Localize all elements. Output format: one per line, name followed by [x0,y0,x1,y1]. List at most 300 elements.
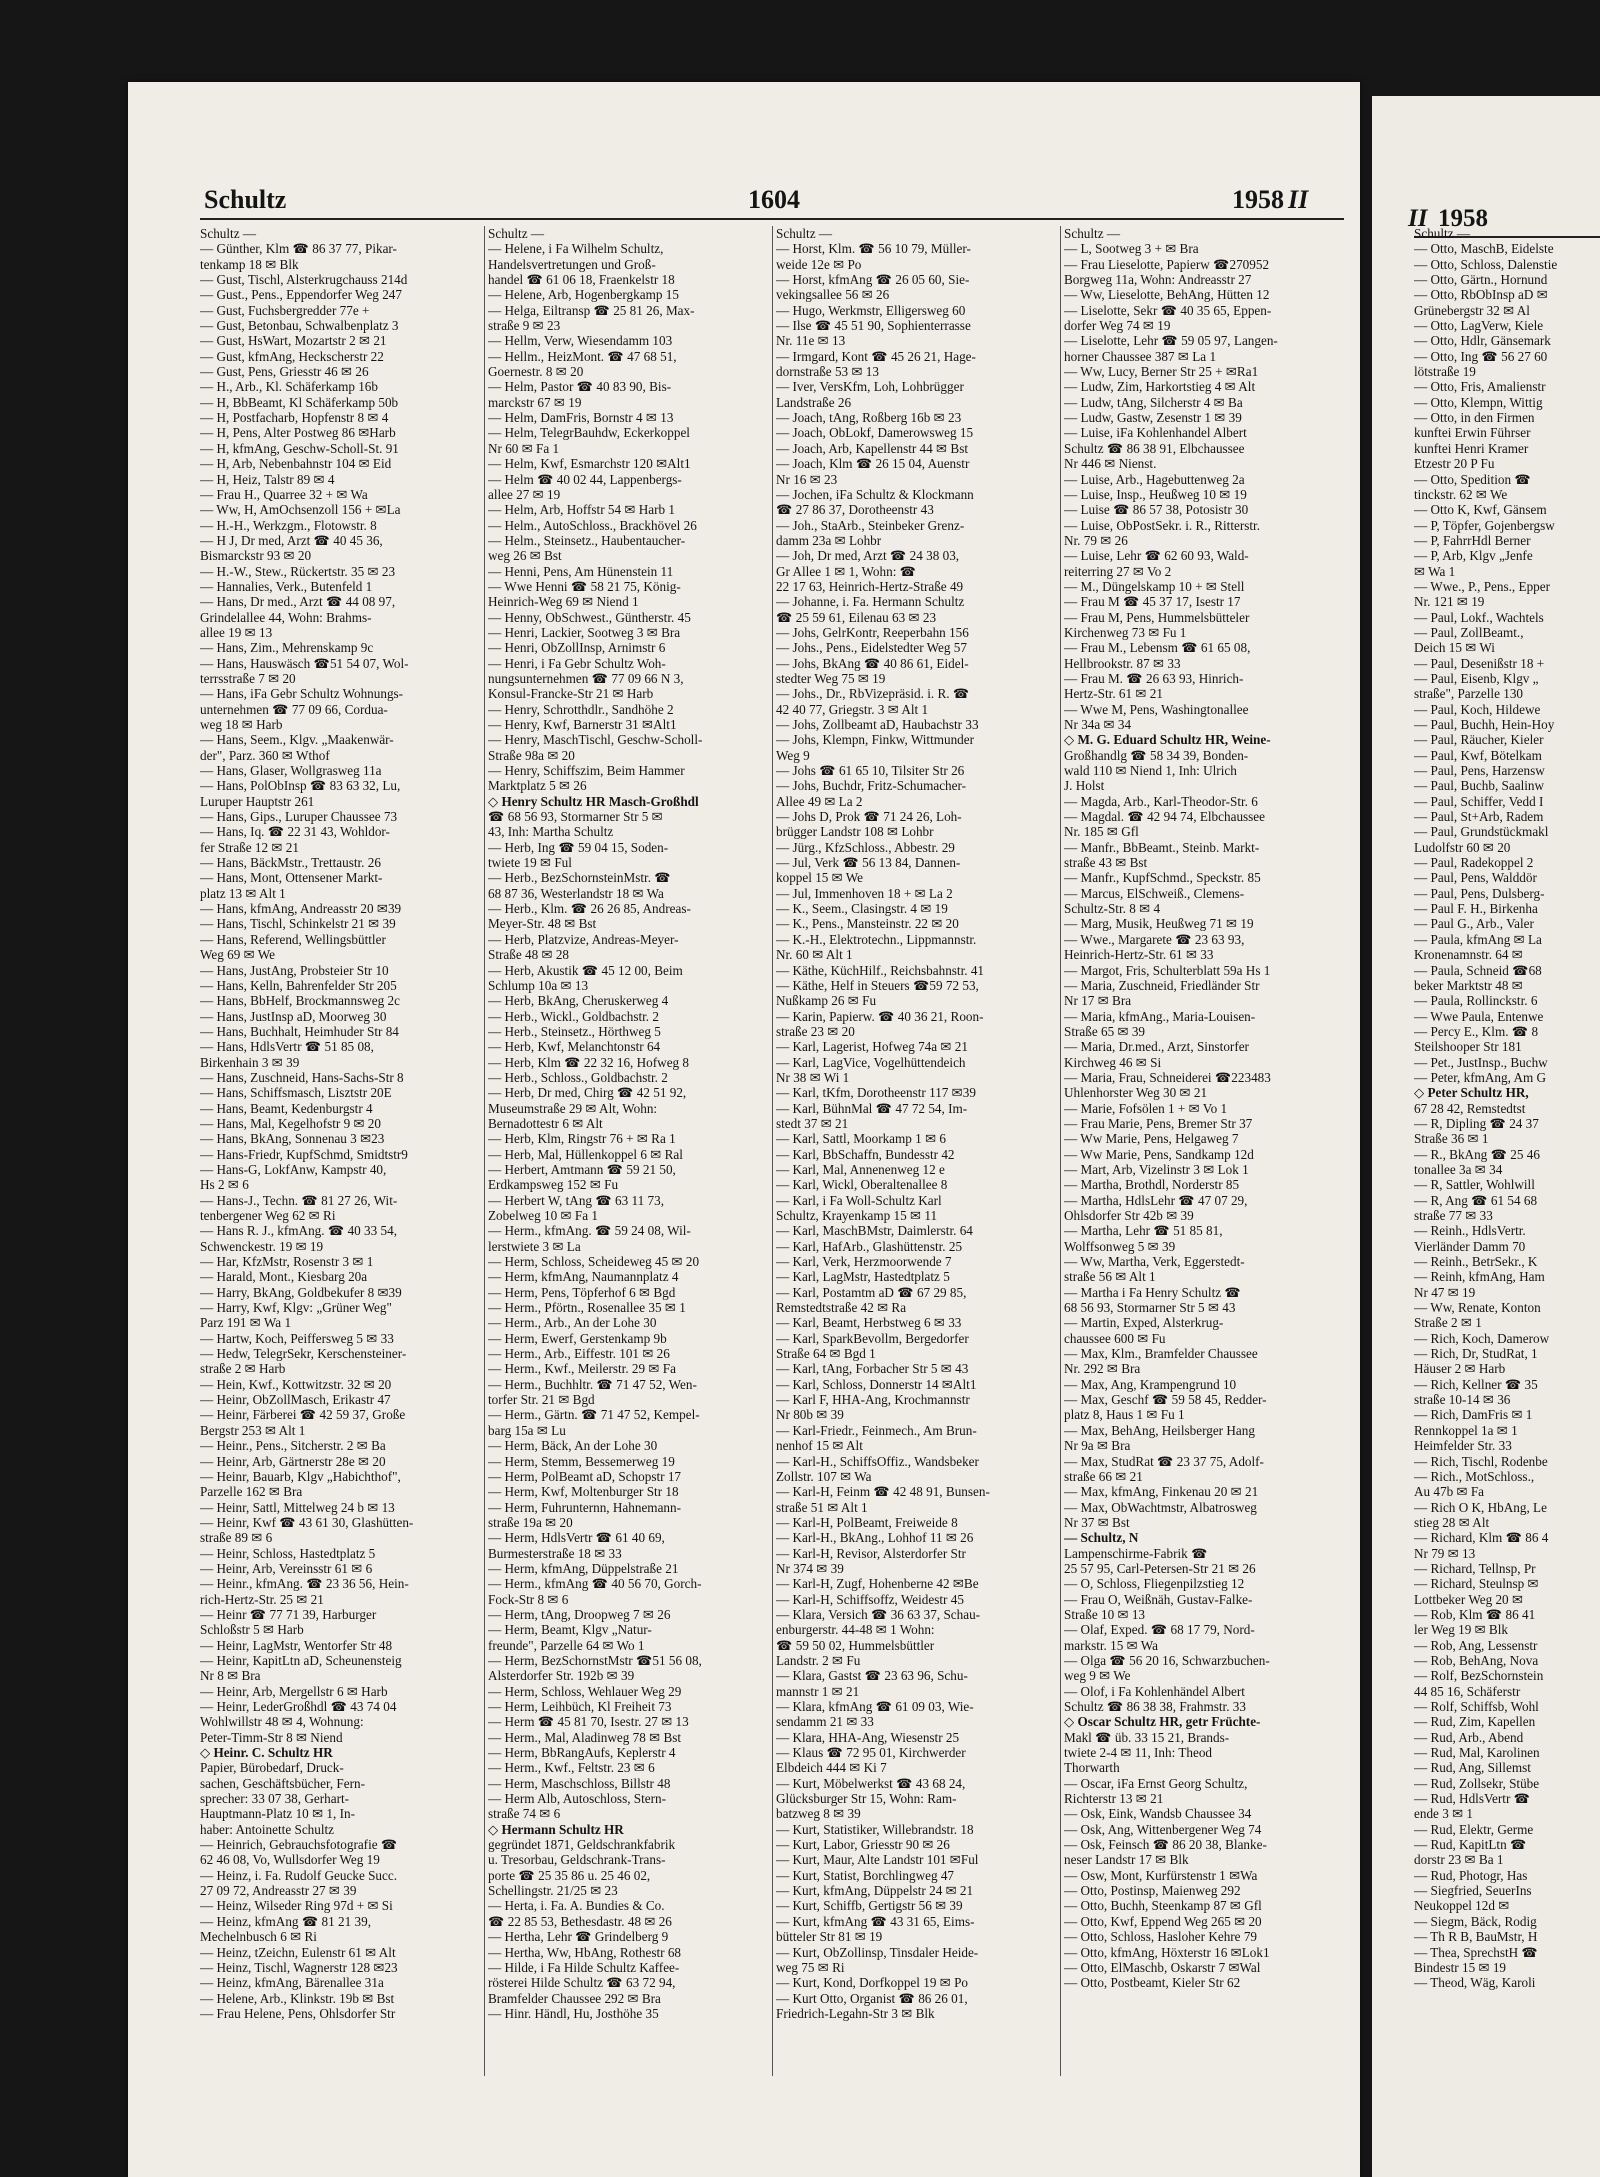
directory-entry-line: — Martha, Brothdl, Norderstr 85 [1064,1177,1240,1193]
directory-entry-line: — Otto, kfmAng, Höxterstr 16 ✉Lok1 [1064,1944,1270,1960]
directory-entry-line: barg 15a ✉ Lu [488,1422,566,1438]
directory-entry-line: Hauptmann-Platz 10 ✉ 1, In- [200,1806,355,1822]
directory-entry-line: Thorwarth [1064,1760,1120,1776]
directory-entry-line: ◇ Hermann Schultz HR [488,1821,624,1837]
directory-entry-line: Straße 48 ✉ 28 [488,947,570,963]
directory-entry-line: — Otto, Kwf, Eppend Weg 265 ✉ 20 [1064,1913,1262,1929]
page-number: 1604 [748,185,800,214]
directory-entry-line: — Herm, Kwf, Moltenburger Str 18 [488,1484,679,1500]
directory-entry-line: Zollstr. 107 ✉ Wa [776,1468,872,1484]
directory-entry-line: ◇ Henry Schultz HR Masch-Großhdl [488,793,699,809]
directory-entry-line: — Heinr ☎ 77 71 39, Harburger [200,1606,377,1622]
directory-entry-line: — Paula, Rollinckstr. 6 [1414,993,1538,1009]
directory-entry-line: Grünebergstr 32 ✉ Al [1414,302,1530,318]
directory-entry-line: J. Holst [1064,778,1105,794]
directory-entry-line: — Maria, Zuschneid, Friedländer Str [1064,977,1260,993]
directory-entry-line: — Klara, HHA-Ang, Wiesenstr 25 [776,1729,960,1745]
directory-entry-line: — Mart, Arb, Vizelinstr 3 ✉ Lok 1 [1064,1161,1249,1177]
directory-entry-line: — Herm, Ewerf, Gerstenkamp 9b [488,1330,667,1346]
directory-entry-line: Straße 2 ✉ 1 [1414,1315,1482,1331]
directory-entry-line: — Klaus ☎ 72 95 01, Kirchwerder [776,1745,966,1761]
directory-entry-line: — Henri, Lackier, Sootweg 3 ✉ Bra [488,624,681,640]
directory-entry-line: Remstedtstraße 42 ✉ Ra [776,1300,907,1316]
directory-entry-line: — L, Sootweg 3 + ✉ Bra [1064,241,1199,257]
directory-entry-line: — Theod, Wäg, Karoli [1414,1975,1536,1991]
directory-entry-line: — P, Töpfer, Gojenbergsw [1414,517,1555,533]
directory-column-2 [488,226,773,2076]
directory-entry-line: — Wwe., Margarete ☎ 23 63 93, [1064,931,1245,947]
directory-entry-line: — Otto, Hdlr, Gänsemark [1414,333,1551,349]
directory-entry-line: — Karl, SparkBevollm, Bergedorfer [776,1330,969,1346]
directory-entry-line: — Frau Helene, Pens, Ohlsdorfer Str [200,2005,396,2021]
directory-entry-line: — Herm, HdlsVertr ☎ 61 40 69, [488,1530,665,1546]
directory-entry-line: Nr. 60 ✉ Alt 1 [776,947,853,963]
directory-entry-line: — Rich., MotSchloss., [1414,1468,1535,1484]
directory-entry-line: — K., Pens., Mansteinstr. 22 ✉ 20 [776,916,959,932]
directory-entry-line: — Hans, PolObInsp ☎ 83 63 32, Lu, [200,778,401,794]
directory-entry-line: — Kurt, Statist, Borchlingweg 47 [776,1867,955,1883]
directory-entry-line: — Herm, Schloss, Scheideweg 45 ✉ 20 [488,1254,700,1270]
directory-entry-line: — Karl, Postamtm aD ☎ 67 29 85, [776,1284,967,1300]
directory-entry-line: — Herm ☎ 45 81 70, Isestr. 27 ✉ 13 [488,1714,689,1730]
directory-entry-line: — Otto, Fris, Amalienstr [1414,379,1546,395]
directory-entry-line: Weg 9 [776,747,810,763]
directory-entry-line: — Karin, Papierw. ☎ 40 36 21, Roon- [776,1008,984,1024]
directory-entry-line: Häuser 2 ✉ Harb [1414,1361,1506,1377]
directory-entry-line: — Johs D, Prok ☎ 71 24 26, Loh- [776,809,962,825]
directory-entry-line: — Ww, H, AmOchsenzoll 156 + ✉La [200,502,401,518]
directory-entry-line: Uhlenhorster Weg 30 ✉ 21 [1064,1085,1208,1101]
directory-entry-line: Nr 47 ✉ 19 [1414,1284,1476,1300]
directory-entry-line: — Otto, in den Firmen [1414,410,1535,426]
directory-entry-line: — Rud, Zollsekr, Stübe [1414,1775,1540,1791]
directory-entry-line: Rennkoppel 1a ✉ 1 [1414,1422,1518,1438]
directory-entry-line: — Hans, Kelln, Bahrenfelder Str 205 [200,977,397,993]
directory-entry-line: — Reinh., HdlsVertr. [1414,1223,1526,1239]
directory-entry-line: — Hans, Schiffsmasch, Lisztstr 20E [200,1085,392,1101]
directory-entry-line: — Harry, Kwf, Klgv: „Grüner Weg" [200,1300,392,1316]
directory-entry-line: Bergstr 253 ✉ Alt 1 [200,1422,306,1438]
directory-entry-line: stedt 37 ✉ 21 [776,1115,849,1131]
directory-entry-line: — Henni, Pens, Am Hünenstein 11 [488,563,674,579]
directory-entry-line: — K., Seem., Clasingstr. 4 ✉ 19 [776,901,948,917]
directory-entry-line: Nr. 79 ✉ 26 [1064,532,1128,548]
directory-entry-line: — Rob, Klm ☎ 86 41 [1414,1606,1536,1622]
directory-entry-line: stieg 28 ✉ Alt [1414,1514,1490,1530]
directory-entry-line: — Martin, Exped, Alsterkrug- [1064,1315,1224,1331]
directory-entry-line: Parz 191 ✉ Wa 1 [200,1315,292,1331]
directory-entry-line: — Herm, kfmAng, Düppelstraße 21 [488,1560,679,1576]
directory-entry-line: — Osk, Feinsch ☎ 86 20 38, Blanke- [1064,1837,1267,1853]
directory-entry-line: — R, Ang ☎ 61 54 68 [1414,1192,1538,1208]
directory-entry-line: — Thea, SprechstH ☎ [1414,1944,1538,1960]
directory-entry-line: — Herm, PolBeamt aD, Schopstr 17 [488,1468,682,1484]
directory-entry-line: — Rud, Zim, Kapellen [1414,1714,1536,1730]
directory-entry-line: Straße 36 ✉ 1 [1414,1131,1489,1147]
directory-entry-line: — Ludw, Gastw, Zesenstr 1 ✉ 39 [1064,410,1242,426]
directory-entry-line: — Har, KfzMstr, Rosenstr 3 ✉ 1 [200,1254,374,1270]
directory-entry-line: — Frau M. ☎ 26 63 93, Hinrich- [1064,670,1244,686]
directory-entry-line: — Max, kfmAng, Finkenau 20 ✉ 21 [1064,1484,1259,1500]
directory-entry-line: — Luise, Insp., Heußweg 10 ✉ 19 [1064,486,1247,502]
directory-entry-line: — Kurt, ObZollinsp, Tinsdaler Heide- [776,1944,979,1960]
directory-entry-line: — Otto K, Kwf, Gänsem [1414,502,1547,518]
directory-entry-line: — Rud, Elektr, Germe [1414,1821,1534,1837]
directory-entry-line: chaussee 600 ✉ Fu [1064,1330,1166,1346]
directory-entry-line: — Manfr., BbBeamt., Steinb. Markt- [1064,839,1260,855]
directory-entry-line: Straße 64 ✉ Bgd 1 [776,1346,876,1362]
directory-entry-line: — Helene, i Fa Wilhelm Schultz, [488,241,664,257]
directory-entry-line: — Karl-H, Feinm ☎ 42 48 91, Bunsen- [776,1484,990,1500]
directory-entry-line: — Hans-J., Techn. ☎ 81 27 26, Wit- [200,1192,398,1208]
directory-entry-line: — H., Arb., Kl. Schäferkamp 16b [200,379,378,395]
directory-entry-line: — H.-W., Stew., Rückertstr. 35 ✉ 23 [200,563,396,579]
directory-entry-line: weg 26 ✉ Bst [488,548,562,564]
directory-entry-line: — H.-H., Werkzgm., Flotowstr. 8 [200,517,377,533]
directory-entry-line: Nußkamp 26 ✉ Fu [776,993,877,1009]
directory-entry-line: 22 17 63, Heinrich-Hertz-Straße 49 [776,578,964,594]
directory-entry-line: straße 19a ✉ 20 [488,1514,573,1530]
directory-entry-line: — Klara, Gastst ☎ 23 63 96, Schu- [776,1668,968,1684]
directory-entry-line: Schwenckestr. 19 ✉ 19 [200,1238,324,1254]
directory-entry-line: — Helm, TelegrBauhdw, Eckerkoppel [488,425,690,441]
directory-entry-line: — Hans, Hauswäsch ☎51 54 07, Wol- [200,655,409,671]
directory-entry-line: — Helene, Arb., Klinkstr. 19b ✉ Bst [200,1990,395,2006]
directory-entry-line: — Hans, BkAng, Sonnenau 3 ✉23 [200,1131,385,1147]
directory-entry-line: — Hans, Gips., Luruper Chaussee 73 [200,809,398,825]
directory-entry-line: — Herb, Klm, Ringstr 76 + ✉ Ra 1 [488,1131,676,1147]
directory-entry-line: — Paul, Eisenb, Klgv „ [1414,670,1539,686]
directory-entry-line: u. Tresorbau, Geldschrank-Trans- [488,1852,666,1868]
directory-entry-line: kunftei Erwin Führser [1414,425,1531,441]
directory-entry-line: Heinrich-Hertz-Str. 61 ✉ 33 [1064,947,1214,963]
directory-entry-line: — Rud, Mal, Karolinen [1414,1745,1540,1761]
directory-entry-line: — Herm, Maschschloss, Billstr 48 [488,1775,671,1791]
directory-entry-line: — Heinr, Arb, Vereinsstr 61 ✉ 6 [200,1560,373,1576]
directory-entry-line: gegründet 1871, Geldschrankfabrik [488,1837,676,1853]
directory-entry-line: — Johs ☎ 61 65 10, Tilsiter Str 26 [776,763,965,779]
directory-entry-line: — Johs, GelrKontr, Reeperbahn 156 [776,624,969,640]
directory-entry-line: — Hans, Buchhalt, Heimhuder Str 84 [200,1023,399,1039]
directory-entry-line: — Luise, Arb., Hagebuttenweg 2a [1064,471,1245,487]
directory-entry-line: — Heinz, kfmAng ☎ 81 21 39, [200,1913,371,1929]
directory-entry-line: — Heinz, i. Fa. Rudolf Geucke Succ. [200,1867,398,1883]
directory-entry-line: — Liselotte, Lehr ☎ 59 05 97, Langen- [1064,333,1278,349]
directory-entry-line: — Herb, Platzvize, Andreas-Meyer- [488,931,679,947]
directory-entry-line: allee 27 ✉ 19 [488,486,561,502]
directory-entry-line: — Heinz, Tischl, Wagnerstr 128 ✉23 [200,1959,398,1975]
directory-entry-line: 43, Inh: Martha Schultz [488,824,614,840]
directory-entry-line: platz 13 ✉ Alt 1 [200,885,286,901]
directory-entry-line: — Luise, iFa Kohlenhandel Albert [1064,425,1247,441]
directory-entry-line: — Karl, HafArb., Glashüttenstr. 25 [776,1238,963,1254]
directory-entry-line: dorfer Weg 74 ✉ 19 [1064,318,1171,334]
directory-entry-line: — Helga, Eiltransp ☎ 25 81 26, Max- [488,302,695,318]
directory-entry-line: straße 51 ✉ Alt 1 [776,1499,868,1515]
directory-entry-line: Goernestr. 8 ✉ 20 [488,364,584,380]
directory-entry-line: Schultz — [200,226,257,241]
directory-entry-line: — H, Postfacharb, Hopfenstr 8 ✉ 4 [200,410,389,426]
directory-entry-line: sendamm 21 ✉ 33 [776,1714,874,1730]
directory-entry-line: — Herb., Wickl., Goldbachstr. 2 [488,1008,659,1024]
directory-entry-line: straße 89 ✉ 6 [200,1530,273,1546]
directory-entry-line: — Hans, BäckMstr., Trettaustr. 26 [200,855,381,871]
directory-entry-line: — Rolf, Schiffsb, Wohl [1414,1699,1539,1714]
directory-entry-line: — Gust, Betonbau, Schwalbenplatz 3 [200,318,399,334]
directory-entry-line: — Osw, Mont, Kurfürstenstr 1 ✉Wa [1064,1867,1258,1883]
directory-entry-line: — Herm, Pens, Töpferhof 6 ✉ Bgd [488,1284,676,1300]
directory-entry-line: lötstraße 19 [1414,364,1476,380]
directory-entry-line: bütteler Str 81 ✉ 19 [776,1929,883,1945]
directory-entry-line: — Maria, Dr.med., Arzt, Sinstorfer [1064,1039,1249,1055]
directory-entry-line: — Paul F. H., Birkenha [1414,901,1538,917]
directory-entry-line: — Frau O, Weißnäh, Gustav-Falke- [1064,1591,1253,1607]
directory-entry-line: — Hein, Kwf., Kottwitzstr. 32 ✉ 20 [200,1376,392,1392]
directory-entry-line: straße 74 ✉ 6 [488,1806,561,1822]
directory-entry-line: — Karl, tKfm, Dorotheenstr 117 ✉39 [776,1085,976,1101]
directory-entry-line: — Iver, VersKfm, Loh, Lohbrügger [776,379,964,395]
directory-entry-line: — Herm, Schloss, Wehlauer Weg 29 [488,1683,682,1699]
directory-entry-line: — Joach, ObLokf, Damerowsweg 15 [776,425,974,441]
directory-entry-line: — Wwe., P., Pens., Epper [1414,578,1551,594]
directory-entry-line: — Paul, Buchb, Saalinw [1414,778,1545,794]
directory-entry-line: — Karl, i Fa Woll-Schultz Karl [776,1192,942,1208]
directory-entry-line: — Siegfried, SeuerIns [1414,1883,1532,1899]
directory-entry-line: Nr 374 ✉ 39 [776,1560,844,1576]
directory-entry-line: — Paul, Pens, Walddör [1414,870,1537,886]
directory-entry-line: — Herbert W, tAng ☎ 63 11 73, [488,1192,665,1208]
directory-entry-line: wald 110 ✉ Niend 1, Inh: Ulrich [1064,763,1237,779]
directory-entry-line: rich-Hertz-Str. 25 ✉ 21 [200,1591,324,1607]
directory-entry-line: straße 77 ✉ 33 [1414,1208,1493,1223]
directory-entry-line: — Paul, Buchh, Hein-Hoy [1414,717,1555,732]
directory-entry-line: — H, BbBeamt, Kl Schäferkamp 50b [200,394,399,410]
directory-entry-line: — Frau H., Quarree 32 + ✉ Wa [200,486,368,502]
directory-entry-line: — Kurt, Labor, Griesstr 90 ✉ 26 [776,1837,950,1853]
directory-entry-line: — Otto, Buchh, Steenkamp 87 ✉ Gfl [1064,1898,1262,1914]
directory-entry-line: — Ww, Lieselotte, BehAng, Hütten 12 [1064,287,1270,303]
directory-entry-line: — Herm., Gärtn. ☎ 71 47 52, Kempel- [488,1407,700,1423]
directory-entry-line: — Reinh, kfmAng, Ham [1414,1269,1545,1285]
directory-entry-line: — Karl, BühnMal ☎ 47 72 54, Im- [776,1100,968,1116]
directory-entry-line: Papier, Bürobedarf, Druck- [200,1760,344,1776]
directory-entry-line: — Herm, tAng, Droopweg 7 ✉ 26 [488,1606,671,1622]
directory-entry-line: 67 28 42, Remstedtst [1414,1100,1526,1116]
directory-entry-line: — Herm, kfmAng, Naumannplatz 4 [488,1269,679,1285]
directory-entry-line: Erdkampsweg 152 ✉ Fu [488,1177,619,1193]
directory-entry-line: — Herm, Beamt, Klgv „Natur- [488,1622,652,1638]
directory-entry-line: — Martha, HdlsLehr ☎ 47 07 29, [1064,1192,1248,1208]
directory-entry-line: Lottbeker Weg 20 ✉ [1414,1591,1523,1607]
directory-entry-line: straße 10-14 ✉ 36 [1414,1392,1511,1408]
directory-entry-line: Schlump 10a ✉ 13 [488,977,589,993]
directory-entry-line: ◇ Heinr. C. Schultz HR [200,1745,333,1761]
directory-entry-line: haber: Antoinette Schultz [200,1821,335,1837]
directory-entry-line: — Luise, Lehr ☎ 62 60 93, Wald- [1064,548,1249,564]
directory-entry-line: — Heinrich, Gebrauchsfotografie ☎ [200,1837,398,1853]
directory-entry-line: beker Marktstr 48 ✉ [1414,977,1523,993]
directory-entry-line: straße 2 ✉ Harb [200,1361,286,1377]
directory-entry-line: Straße 98a ✉ 20 [488,747,575,763]
directory-entry-line: — Ww Marie, Pens, Helgaweg 7 [1064,1131,1239,1147]
directory-entry-line: — Herm., Arb., An der Lohe 30 [488,1315,657,1331]
directory-entry-line: Nr 9a ✉ Bra [1064,1438,1131,1454]
directory-entry-line: porte ☎ 25 35 86 u. 25 46 02, [488,1867,651,1883]
directory-entry-line: — Hans, Seem., Klgv. „Maakenwär- [200,732,394,748]
directory-entry-line: — Th R B, BauMstr, H [1414,1929,1538,1945]
directory-entry-line: — Jul, Verk ☎ 56 13 84, Dannen- [776,855,961,871]
directory-entry-line: — Herm., Pförtn., Rosenallee 35 ✉ 1 [488,1300,686,1316]
directory-entry-line: — Paul, St+Arb, Radem [1414,809,1544,825]
directory-entry-line: Ohlsdorfer Str 42b ✉ 39 [1064,1208,1194,1223]
directory-entry-line: — Hans, Zim., Mehrenskamp 9c [200,640,374,656]
running-head-name: Schultz [204,185,287,214]
directory-entry-line: — Herb, Akustik ☎ 45 12 00, Beim [488,962,683,978]
directory-entry-line: — Wwe Paula, Entenwe [1414,1008,1544,1024]
directory-column-4 [1064,226,1349,2076]
directory-entry-line: Konsul-Francke-Str 21 ✉ Harb [488,686,654,702]
directory-entry-line: — Paul, Pens, Harzensw [1414,763,1545,779]
directory-entry-line: — Johanne, i. Fa. Hermann Schultz [776,594,965,610]
directory-entry-line: — Henny, ObSchwest., Güntherstr. 45 [488,609,691,625]
directory-entry-line: terrsstraße 7 ✉ 20 [200,670,296,686]
directory-entry-line: — Hinr. Händl, Hu, Josthöhe 35 [488,2005,659,2021]
directory-entry-line: Nr 16 ✉ 23 [776,471,838,487]
directory-entry-line: rösterei Hilde Schultz ☎ 63 72 94, [488,1975,676,1991]
directory-entry-line: — Karl-H, Revisor, Alsterdorfer Str [776,1545,966,1561]
directory-entry-line: Bernadottestr 6 ✉ Alt [488,1115,603,1131]
directory-entry-line: Kronenamnstr. 64 ✉ [1414,947,1523,963]
directory-entry-line: lerstwiete 3 ✉ La [488,1238,581,1254]
directory-entry-line: — Frau M., Lebensm ☎ 61 65 08, [1064,640,1251,656]
directory-entry-line: — Osk, Ang, Wittenbergener Weg 74 [1064,1821,1262,1837]
directory-entry-line: — Hans, JustInsp aD, Moorweg 30 [200,1008,387,1024]
directory-entry-line: — H, Pens, Alter Postweg 86 ✉Harb [200,425,396,441]
directory-entry-line: — Marcus, ElSchweiß., Clemens- [1064,885,1245,901]
directory-entry-line: Alsterdorfer Str. 192b ✉ 39 [488,1668,635,1684]
directory-entry-line: — P, Arb, Klgv „Jenfe [1414,548,1533,564]
directory-column-3 [776,226,1061,2076]
directory-entry-line: Nr 38 ✉ Wi 1 [776,1069,850,1085]
directory-entry-line: — Hans, Referend, Wellingsbüttler [200,931,386,947]
directory-entry-line: — Joach, Arb, Kapellenstr 44 ✉ Bst [776,440,968,456]
directory-entry-line: damm 23a ✉ Lohbr [776,532,882,548]
directory-entry-line: 27 09 72, Andreasstr 27 ✉ 39 [200,1883,357,1899]
directory-entry-line: — Heinr, Bauarb, Klgv „Habichthof", [200,1468,401,1484]
directory-entry-line: Fock-Str 8 ✉ 6 [488,1591,569,1607]
directory-entry-line: — Hilde, i Fa Hilde Schultz Kaffee- [488,1959,680,1975]
directory-entry-line: — R, Sattler, Wohlwill [1414,1177,1535,1193]
directory-entry-line: — Johs, Buchdr, Fritz-Schumacher- [776,778,967,794]
directory-entry-line: tonallee 3a ✉ 34 [1414,1161,1503,1177]
directory-entry-line: — H, Arb, Nebenbahnstr 104 ✉ Eid [200,456,392,472]
directory-entry-line: twiete 19 ✉ Ful [488,855,572,871]
directory-entry-line: — Kurt, Statistiker, Willebrandstr. 18 [776,1821,974,1837]
directory-entry-line: — Max, ObWachtmstr, Albatrosweg [1064,1499,1257,1515]
directory-entry-line: — Herb, Ing ☎ 59 04 15, Soden- [488,839,669,855]
directory-entry-line: — Joh, Dr med, Arzt ☎ 24 38 03, [776,548,960,564]
directory-entry-line: Nr. 185 ✉ Gfl [1064,824,1139,840]
directory-entry-line: — Ww, Martha, Verk, Eggerstedt- [1064,1254,1245,1270]
directory-entry-line: — Hannalies, Verk., Butenfeld 1 [200,578,373,594]
directory-entry-line: — Martha i Fa Henry Schultz ☎ [1064,1284,1241,1300]
directory-entry-line: — Oscar, iFa Ernst Georg Schultz, [1064,1775,1248,1791]
directory-entry-line: Heinrich-Weg 69 ✉ Niend 1 [488,594,639,610]
directory-entry-line: — Karl, Beamt, Herbstweg 6 ✉ 33 [776,1315,962,1331]
directory-entry-line: — Marie, Fofsölen 1 + ✉ Vo 1 [1064,1100,1228,1116]
directory-entry-line: — Ilse ☎ 45 51 90, Sophienterrasse [776,318,971,334]
directory-entry-line: — Margot, Fris, Schulterblatt 59a Hs 1 [1064,962,1271,978]
directory-entry-line: Wolffsonweg 5 ✉ 39 [1064,1238,1176,1254]
directory-entry-line: — Kurt, kfmAng ☎ 43 31 65, Eims- [776,1913,975,1929]
directory-entry-line: — Kurt, Maur, Alte Landstr 101 ✉Ful [776,1852,979,1868]
directory-entry-line: — Olof, i Fa Kohlenhändel Albert [1064,1683,1245,1699]
directory-entry-line: — Paul, Schiffer, Vedd I [1414,793,1544,809]
directory-entry-line: — Otto, Schloss, Hasloher Kehre 79 [1064,1929,1258,1945]
directory-entry-line: 68 56 93, Stormarner Str 5 ✉ 43 [1064,1300,1236,1316]
directory-entry-line: — Paul, Lokf., Wachtels [1414,609,1544,625]
directory-entry-line: weg 18 ✉ Harb [200,717,283,732]
directory-entry-line: Straße 10 ✉ 13 [1064,1606,1146,1622]
directory-entry-line: — Herm, BbRangAufs, Keplerstr 4 [488,1745,676,1761]
directory-entry-line: — Helm, Pastor ☎ 40 83 90, Bis- [488,379,672,395]
directory-entry-line: — Ludw, tAng, Silcherstr 4 ✉ Ba [1064,394,1243,410]
directory-entry-line: — Heinr, LederGroßhdl ☎ 43 74 04 [200,1699,397,1714]
directory-entry-line: — Henry, Schrotthdlr., Sandhöhe 2 [488,701,674,717]
directory-entry-line: — Frau Lieselotte, Papierw ☎270952 [1064,256,1270,272]
directory-entry-line: tenkamp 18 ✉ Blk [200,256,299,272]
directory-entry-line: — Rich, Tischl, Rodenbe [1414,1453,1548,1469]
directory-entry-line: — Karl, tAng, Forbacher Str 5 ✉ 43 [776,1361,969,1377]
directory-entry-line: koppel 15 ✉ We [776,870,864,886]
directory-entry-line: dorstr 23 ✉ Ba 1 [1414,1852,1504,1868]
directory-entry-line: — Wwe M, Pens, Washingtonallee [1064,701,1249,717]
directory-entry-line: vekingsallee 56 ✉ 26 [776,287,890,303]
directory-entry-line: — Hans, Tischl, Schinkelstr 21 ✉ 39 [200,916,396,932]
directory-entry-line: — Karl, Lagerist, Hofweg 74a ✉ 21 [776,1039,968,1055]
directory-entry-line: — Wwe Henni ☎ 58 21 75, König- [488,578,681,594]
directory-entry-line: — Karl, BbSchaffn, Bundesstr 42 [776,1146,955,1162]
directory-entry-line: — R., BkAng ☎ 25 46 [1414,1146,1540,1162]
directory-entry-line: — Karl, LagVice, Vogelhüttendeich [776,1054,966,1070]
directory-entry-line: ✉ Wa 1 [1414,563,1456,579]
directory-entry-line: — Herm, BezSchornstMstr ☎51 56 08, [488,1652,702,1668]
directory-entry-line: — Rud, Ang, Sillemst [1414,1760,1531,1776]
directory-entry-line: weide 12e ✉ Po [776,256,862,272]
directory-entry-line: Kirchweg 46 ✉ Si [1064,1054,1162,1070]
directory-entry-line: — Hans, Glaser, Wollgrasweg 11a [200,763,382,779]
directory-entry-line: — Heinr, Sattl, Mittelweg 24 b ✉ 13 [200,1499,395,1515]
directory-entry-line: — Herb, BkAng, Cheruskerweg 4 [488,993,669,1009]
directory-entry-line: Schultz — [776,226,833,241]
directory-entry-line: — Hans, Beamt, Kedenburgstr 4 [200,1100,373,1116]
directory-entry-line: freunde", Parzelle 64 ✉ Wo 1 [488,1637,645,1653]
directory-entry-line: — Joh., StaArb., Steinbeker Grenz- [776,517,965,533]
directory-entry-line: Weg 69 ✉ We [200,947,275,963]
directory-entry-line: — Hellm., HeizMont. ☎ 47 68 51, [488,348,677,364]
directory-entry-line: straße 9 ✉ 23 [488,318,561,334]
directory-entry-line: — Karl, Mal, Annenenweg 12 e [776,1161,945,1177]
directory-entry-line: — Hans R. J., kfmAng. ☎ 40 33 54, [200,1223,398,1239]
directory-entry-line: — Otto, Spedition ☎ [1414,471,1531,487]
directory-entry-line: Etzestr 20 P Fu [1414,456,1495,472]
directory-entry-line: Straße 65 ✉ 39 [1064,1023,1146,1039]
directory-entry-line: — Hans, Iq. ☎ 22 31 43, Wohldor- [200,824,390,840]
directory-entry-line: Schultz — [1064,226,1121,241]
directory-entry-line: — Henry, Kwf, Barnerstr 31 ✉Alt1 [488,717,677,732]
directory-entry-line: Mechelnbusch 6 ✉ Ri [200,1929,317,1945]
directory-entry-line: — Herb, Dr med, Chirg ☎ 42 51 92, [488,1085,687,1101]
